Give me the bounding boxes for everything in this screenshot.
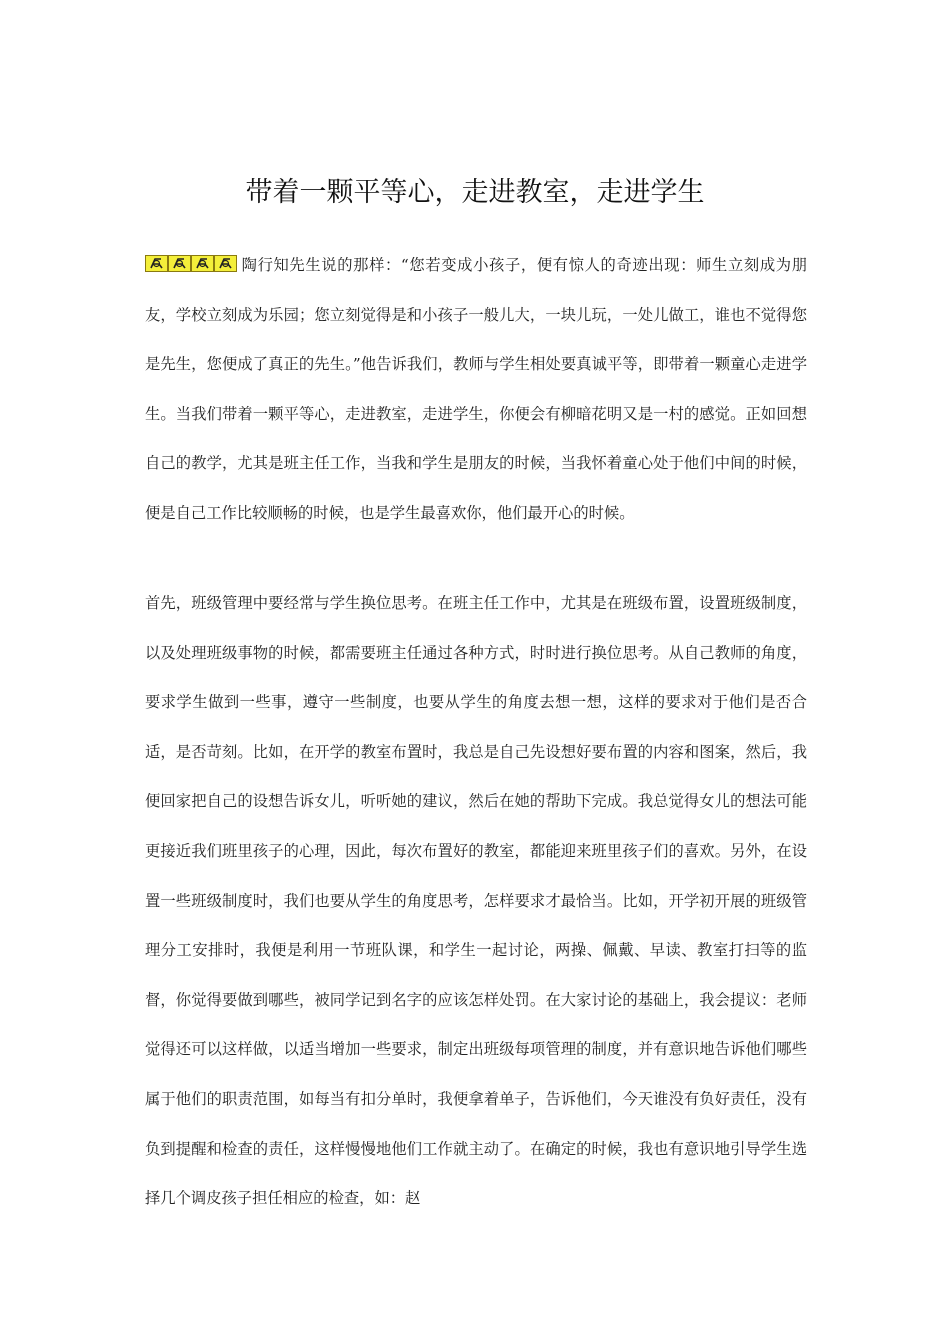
broken-image-icon-3	[192, 256, 214, 272]
paragraph-1-text: 陶行知先生说的那样：“您若变成小孩子，便有惊人的奇迹出现：师生立刻成为朋友，学校立刻成为乐园；您立刻觉得是和小孩子一般儿大，一块儿玩，一处儿做工，谁也不觉得您是先生，您便成了真正的先生。”他告诉我们，教师与学生相处要真诚平等，即带着一颗童心走进学生。当我们带着一颗平等心，走进教室，走进学生，你便会有柳暗花明又是一村的感觉。正如回想自己的教学，尤其是班主任工作，当我和学生是朋友的时候，当我怀着童心处于他们中间的时候，便是自己工作比较顺畅的时候，也是学生最喜欢你，他们最开心的时候。	[145, 256, 807, 522]
broken-image-icon-4	[215, 256, 237, 272]
paragraph-2: 首先，班级管理中要经常与学生换位思考。在班主任工作中，尤其是在班级布置，设置班级制度，以及处理班级事物的时候，都需要班主任通过各种方式，时时进行换位思考。从自己教师的角度，要求学生做到一些事，遵守一些制度，也要从学生的角度去想一想，这样的要求对于他们是否合适，是否苛刻。比如，在开学的教室布置时，我总是自己先设想好要布置的内容和图案，然后，我便回家把自己的设想告诉女儿，听听她的建议，然后在她的帮助下完成。我总觉得女儿的想法可能更接近我们班里孩子的心理，因此，每次布置好的教室，都能迎来班里孩子们的喜欢。另外，在设置一些班级制度时，我们也要从学生的角度思考，怎样要求才最恰当。比如，开学初开展的班级管理分工安排时，我便是利用一节班队课，和学生一起讨论，两操、佩戴、早读、教室打扫等的监督，你觉得要做到哪些，被同学记到名字的应该怎样处罚。在大家讨论的基础上，我会提议：老师觉得还可以这样做，以适当增加一些要求，制定出班级每项管理的制度，并有意识地告诉他们哪些属于他们的职责范围，如每当有扣分单时，我便拿着单子，告诉他们，今天谁没有负好责任，没有负到提醒和检查的责任，这样慢慢地他们工作就主动了。在确定的时候，我也有意识地引导学生选择几个调皮孩子担任相应的检查，如：赵	[145, 594, 807, 1208]
document-title: 带着一颗平等心，走进教室，走进学生	[245, 177, 705, 208]
paragraph-1	[145, 241, 807, 539]
broken-image-icon-2	[169, 256, 191, 272]
broken-image-icon-1	[146, 256, 168, 272]
broken-image-icon	[145, 255, 237, 272]
